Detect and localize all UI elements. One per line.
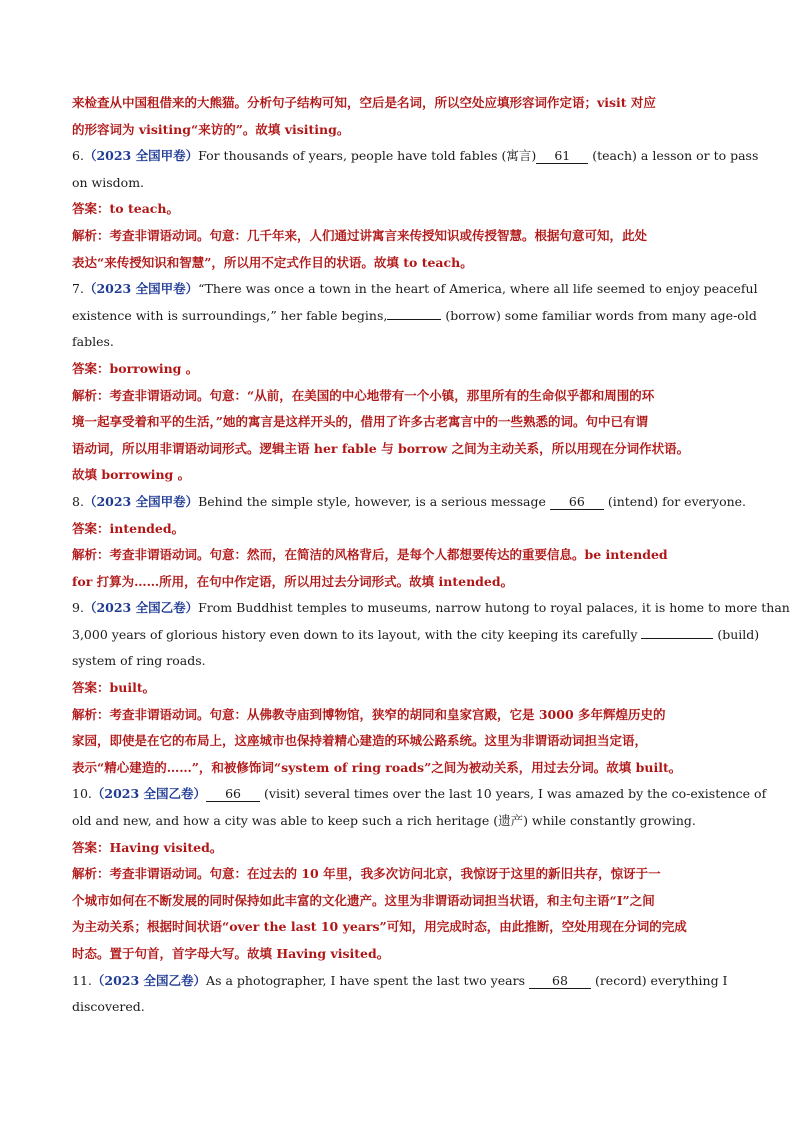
question-text: old and new, and how a city was able to keep such a rich heritage (遗产) while constantly growing. [72, 813, 696, 829]
explanation-line: 解析：考查非谓语动词。句意：从佛教寺庙到博物馆，狭窄的胡同和皇家宫殿，它是 3000 多年辉煌历史的 [72, 706, 666, 722]
question-text: For thousands of years, people have told fables (寓言) [198, 148, 537, 164]
document-page [72, 90, 790, 1021]
answer-line: 答案：to teach。 [72, 201, 179, 217]
question-text-line [72, 303, 757, 330]
answer-line: 答案：intended。 [72, 520, 185, 536]
question-source: （2023 全国甲卷） [83, 493, 199, 509]
answer-blank: 68 [529, 974, 591, 989]
question-7 [72, 276, 758, 303]
question-text: discovered. [72, 999, 145, 1015]
question-text: (build) [717, 626, 760, 642]
explanation-line: 语动词，所以用非谓语动词形式。逻辑主语 her fable 与 borrow 之间为主动关系，所以用现在分词作状语。 [72, 440, 690, 456]
question-number: 11. [72, 972, 92, 988]
answer-blank: 61 [536, 149, 588, 164]
question-source: （2023 全国乙卷） [91, 972, 207, 988]
question-8 [72, 489, 747, 516]
explanation-line: 解析：考查非谓语动词。句意：然而，在简洁的风格背后，是每个人都想要传达的重要信息。be intended [72, 547, 668, 563]
question-11 [72, 968, 732, 995]
question-text: From Buddhist temples to museums, narrow hutong to royal palaces, it is home to more than [198, 600, 790, 616]
explanation-line: 个城市如何在不断发展的同时保持如此丰富的文化遗产。这里为非谓语动词担当状语，和主句主语“I”之间 [72, 892, 655, 908]
answer-line: 答案：Having visited。 [72, 839, 223, 855]
explanation-line: 解析：考查非谓语动词。句意：在过去的 10 年里，我多次访问北京，我惊讶于这里的新旧共存，惊讶于一 [72, 866, 661, 882]
answer-blank: 66 [550, 495, 604, 510]
question-number: 10. [72, 786, 92, 802]
answer-blank [387, 319, 441, 320]
question-9 [72, 595, 790, 622]
question-text: (teach) a lesson or to pass [592, 148, 759, 164]
question-text: (visit) several times over the last 10 years, I was amazed by the co-existence of [264, 786, 767, 802]
intro-line: 的形容词为 visiting“来访的”。故填 visiting。 [72, 121, 350, 137]
question-text-line [72, 622, 760, 649]
explanation-line: 解析：考查非谓语动词。句意：“从前，在美国的中心地带有一个小镇，那里所有的生命似乎都和周围的环 [72, 387, 655, 403]
intro-line: 来检查从中国租借来的大熊猫。分析句子结构可知，空后是名词，所以空处应填形容词作定语；visit 对应 [72, 95, 656, 110]
question-text: fables. [72, 334, 114, 350]
question-text: “There was once a town in the heart of America, where all life seemed to enjoy peaceful [198, 281, 758, 297]
question-text: system of ring roads. [72, 653, 206, 669]
explanation-line: 境一起享受着和平的生活，”她的寓言是这样开头的，借用了许多古老寓言中的一些熟悉的词。句中已有谓 [72, 414, 648, 430]
question-number: 7. [72, 281, 84, 297]
question-text: (intend) for everyone. [607, 493, 747, 509]
question-text: (borrow) some familiar words from many age-old [445, 307, 757, 323]
explanation-line: 家园，即使是在它的布局上，这座城市也保持着精心建造的环城公路系统。这里为非谓语动词担当定语， [72, 733, 648, 749]
answer-line: 答案：borrowing 。 [72, 360, 199, 376]
explanation-line: for 打算为……所用，在句中作定语，所以用过去分词形式。故填 intended。 [72, 573, 514, 589]
question-6 [72, 143, 759, 170]
question-text: (record) everything I [594, 972, 728, 988]
question-number: 9. [72, 600, 84, 616]
question-text: 3,000 years of glorious history even down to its layout, with the city keeping its carefully [72, 626, 638, 642]
answer-line: 答案：built。 [72, 680, 156, 696]
explanation-line: 解析：考查非谓语动词。句意：几千年来，人们通过讲寓言来传授知识或传授智慧。根据句意可知，此处 [72, 227, 648, 243]
question-text: Behind the simple style, however, is a serious message [198, 493, 546, 509]
explanation-line: 时态。置于句首，首字母大写。故填 Having visited。 [72, 946, 390, 961]
question-number: 6. [72, 148, 84, 164]
question-source: （2023 全国乙卷） [91, 786, 207, 802]
question-text: on wisdom. [72, 174, 145, 190]
question-source: （2023 全国甲卷） [83, 281, 199, 297]
explanation-line: 表示“精心建造的……”，和被修饰词“system of ring roads”之间为被动关系，用过去分词。故填 built。 [72, 759, 682, 775]
answer-blank: 66 [206, 787, 260, 802]
explanation-line: 故填 borrowing 。 [72, 467, 191, 483]
explanation-line: 为主动关系；根据时间状语“over the last 10 years”可知，用完成时态，由此推断，空处用现在分词的完成 [72, 919, 687, 935]
question-10 [72, 781, 767, 808]
question-source: （2023 全国甲卷） [83, 148, 199, 164]
question-number: 8. [72, 493, 84, 509]
question-text: existence with is surroundings,” her fable begins, [72, 307, 388, 323]
explanation-line: 表达“来传授知识和智慧”，所以用不定式作目的状语。故填 to teach。 [72, 254, 473, 270]
question-text: As a photographer, I have spent the last two years [206, 972, 525, 988]
answer-blank [641, 638, 713, 639]
question-source: （2023 全国乙卷） [83, 600, 199, 616]
